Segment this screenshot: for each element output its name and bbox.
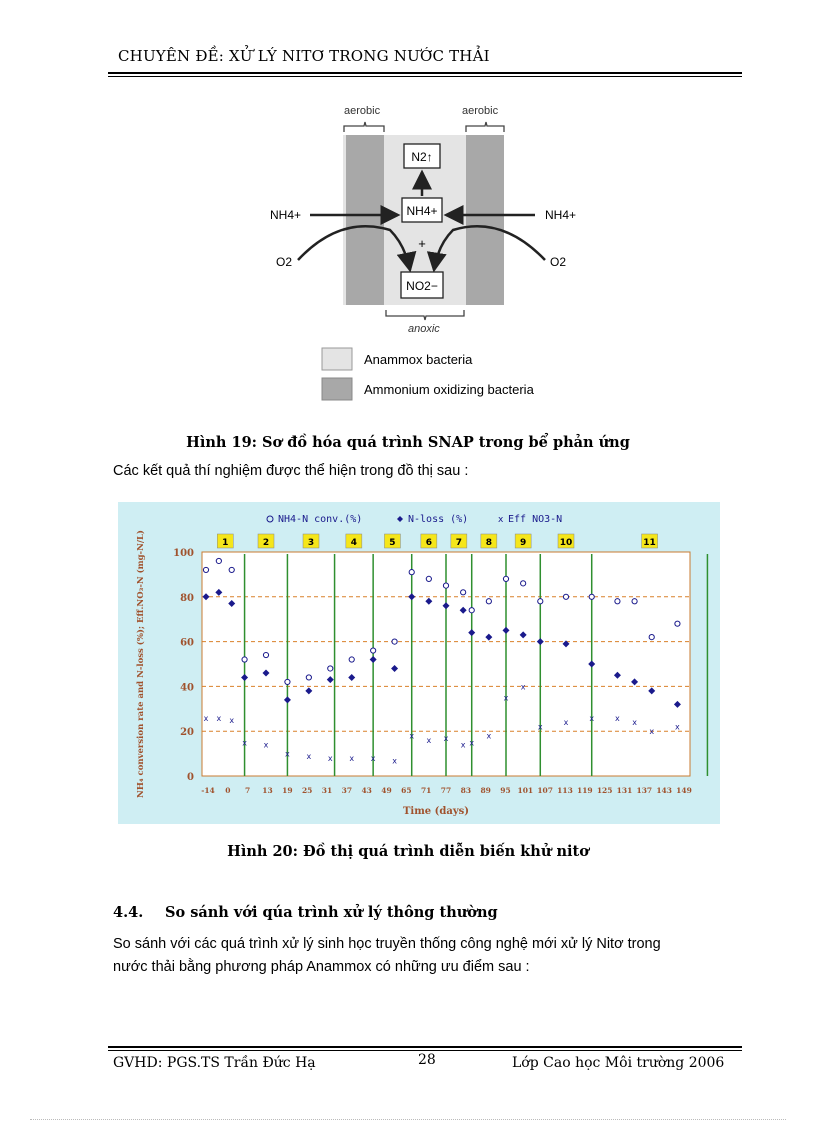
phase-label: 6 — [425, 538, 432, 548]
page-number: 28 — [418, 1052, 436, 1068]
nh4-conv-point — [285, 679, 290, 684]
nh4-conv-point — [242, 657, 247, 662]
page-bottom-dotline — [30, 1119, 786, 1120]
legend-marker-no3: x — [498, 515, 504, 525]
nh4-center-label: NH4+ — [406, 204, 438, 218]
no3-point: x — [327, 754, 333, 764]
x-tick-label: 65 — [401, 786, 412, 795]
x-axis-label: Time (days) — [402, 806, 470, 817]
x-tick-label: 31 — [321, 786, 333, 795]
no3-point: x — [392, 756, 397, 766]
x-tick-label: 19 — [282, 786, 293, 795]
no3-point: x — [426, 736, 432, 746]
phase-label: 3 — [307, 538, 315, 548]
nh4-conv-point — [486, 599, 491, 604]
nh4-conv-point — [469, 608, 474, 613]
no3-point: x — [242, 738, 247, 748]
aerobic-right-brace — [466, 122, 504, 132]
aerobic-left-brace — [344, 122, 384, 132]
x-tick-label: 0 — [225, 786, 231, 795]
x-tick-label: 131 — [616, 786, 633, 795]
aob-right-zone — [466, 135, 504, 305]
no3-point: x — [349, 754, 355, 764]
x-tick-label: 77 — [440, 786, 452, 795]
legend-anammox-label: Anammox bacteria — [364, 352, 473, 367]
legend-ammonium-label: Ammonium oxidizing bacteria — [364, 382, 534, 397]
nh4-conv-point — [426, 576, 431, 581]
nh4-conv-point — [563, 594, 568, 599]
phase-label: 1 — [222, 538, 229, 548]
y-tick-label: 0 — [187, 772, 194, 783]
nh4-conv-point — [328, 666, 333, 671]
footer-rule-thick — [108, 1046, 742, 1048]
phase-label: 7 — [455, 538, 462, 548]
nh4-conv-point — [229, 567, 234, 572]
x-tick-label: 83 — [460, 786, 472, 795]
nh4-conv-point — [443, 583, 448, 588]
y-tick-label: 40 — [180, 682, 194, 694]
footer-supervisor: GVHD: PGS.TS Trần Đức Hạ — [113, 1055, 316, 1071]
paragraph-line-1: So sánh với các quá trình xử lý sinh học truyền thống công nghệ mới xử lý Nitơ trong — [113, 936, 661, 952]
nh4-conv-point — [409, 570, 414, 575]
paragraph — [113, 933, 743, 979]
intro-text: Các kết quả thí nghiệm được thể hiện trong đồ thị sau : — [113, 463, 469, 479]
no3-point: x — [563, 718, 569, 728]
aob-left-zone — [346, 135, 384, 305]
o2-right-label: O2 — [550, 255, 567, 269]
footer-class: Lớp Cao học Môi trường 2006 — [512, 1055, 725, 1071]
paragraph-line-2: nước thải bằng phương pháp Anammox có những ưu điểm sau : — [113, 959, 530, 975]
section-title: So sánh với qúa trình xử lý thông thường — [165, 904, 498, 921]
section-number: 4.4. — [113, 904, 144, 921]
no3-point: x — [589, 713, 595, 723]
legend-swatch-anammox — [322, 348, 352, 370]
nitrogen-chart — [118, 502, 720, 824]
no3-point: x — [675, 722, 680, 732]
y-tick-label: 100 — [173, 548, 194, 559]
x-tick-label: 13 — [262, 786, 273, 795]
phase-label: 9 — [520, 538, 527, 548]
no3-point: x — [520, 682, 526, 692]
nh4-conv-point — [349, 657, 354, 662]
no3-point: x — [503, 693, 509, 703]
x-tick-label: 137 — [636, 786, 653, 795]
nh4-conv-point — [538, 599, 543, 604]
x-tick-label: 7 — [245, 786, 251, 795]
x-tick-label: 37 — [341, 786, 353, 795]
x-tick-label: 125 — [596, 786, 613, 795]
no3-point: x — [229, 716, 235, 725]
phase-label: 8 — [485, 538, 492, 548]
x-tick-label: 113 — [557, 786, 573, 795]
phase-label: 4 — [350, 538, 357, 548]
aerobic-left-label: aerobic — [344, 105, 381, 117]
footer-rule-thin — [108, 1050, 742, 1051]
y-tick-label: 20 — [180, 727, 194, 739]
x-tick-label: 49 — [381, 786, 392, 795]
phase-label: 10 — [559, 538, 573, 548]
no3-point: x — [632, 718, 637, 728]
snap-diagram — [240, 100, 590, 410]
x-tick-label: 101 — [517, 786, 534, 795]
nh4-conv-point — [649, 635, 654, 640]
y-tick-label: 60 — [180, 637, 194, 649]
nh4-conv-point — [203, 567, 208, 572]
legend-item-nloss: N-loss (%) — [408, 514, 469, 525]
nh4-conv-point — [632, 599, 637, 604]
no3-point: x — [469, 738, 475, 748]
phase-label: 2 — [262, 538, 270, 548]
phase-label: 5 — [389, 538, 396, 548]
no3-point: x — [649, 727, 655, 737]
no3-point: x — [486, 731, 492, 741]
nh4-conv-point — [675, 621, 680, 626]
x-tick-label: 119 — [577, 786, 593, 795]
no3-point: x — [537, 722, 543, 732]
nh4-conv-point — [461, 590, 466, 595]
x-tick-label: 95 — [500, 786, 511, 795]
no3-point: x — [409, 731, 415, 741]
phase-label: 11 — [643, 538, 656, 548]
anoxic-label: anoxic — [408, 323, 440, 335]
n2-label: N2↑ — [411, 150, 433, 164]
legend-item-nh4: NH4-N conv.(%) — [278, 514, 363, 525]
header-rule-thin — [108, 76, 742, 77]
nh4-conv-point — [521, 581, 526, 586]
y-tick-label: 80 — [180, 592, 194, 604]
nh4-left-label: NH4+ — [270, 208, 302, 222]
nh4-conv-point — [615, 599, 620, 604]
no3-point: x — [216, 713, 222, 723]
no2-label: NO2− — [406, 279, 438, 293]
o2-left-label: O2 — [276, 255, 293, 269]
figure-20-caption: Hình 20: Đồ thị quá trình diễn biến khử nitơ — [227, 843, 589, 860]
no3-point: x — [285, 749, 290, 759]
aerobic-right-label: aerobic — [462, 105, 499, 117]
x-tick-label: 149 — [676, 786, 692, 795]
y-axis-label: NH₄ conversion rate and N-loss (%); Eff.NO₃-N (mg-N/L) — [136, 530, 146, 798]
nh4-conv-point — [392, 639, 397, 644]
nh4-right-label: NH4+ — [545, 208, 577, 222]
x-tick-label: 25 — [301, 786, 313, 795]
no3-point: x — [203, 713, 209, 723]
x-tick-label: -14 — [201, 786, 215, 795]
no3-point: x — [460, 740, 466, 750]
nh4-conv-point — [371, 648, 376, 653]
page-header-title: CHUYÊN ĐỀ: XỬ LÝ NITƠ TRONG NƯỚC THẢI — [118, 47, 490, 65]
x-tick-label: 107 — [537, 786, 553, 795]
no3-point: x — [306, 751, 312, 761]
nh4-conv-point — [263, 652, 268, 657]
figure-19-caption: Hình 19: Sơ đồ hóa quá trình SNAP trong bể phản ứng — [186, 434, 630, 451]
header-rule-thick — [108, 72, 742, 74]
anoxic-brace — [386, 310, 464, 320]
nh4-conv-point — [216, 558, 221, 563]
nh4-conv-point — [589, 594, 594, 599]
x-tick-label: 143 — [656, 786, 672, 795]
x-tick-label: 43 — [361, 786, 372, 795]
no3-point: x — [263, 740, 269, 750]
nh4-conv-point — [503, 576, 508, 581]
no3-point: x — [370, 754, 376, 764]
chart-legend — [267, 514, 562, 525]
plus-sign: + — [418, 236, 426, 251]
no3-point: x — [443, 733, 449, 743]
nh4-conv-point — [306, 675, 311, 680]
x-tick-label: 71 — [420, 786, 432, 795]
legend-item-no3: Eff NO3-N — [508, 514, 563, 525]
legend-swatch-ammonium — [322, 378, 352, 400]
x-tick-label: 89 — [480, 786, 491, 795]
no3-point: x — [615, 713, 620, 723]
